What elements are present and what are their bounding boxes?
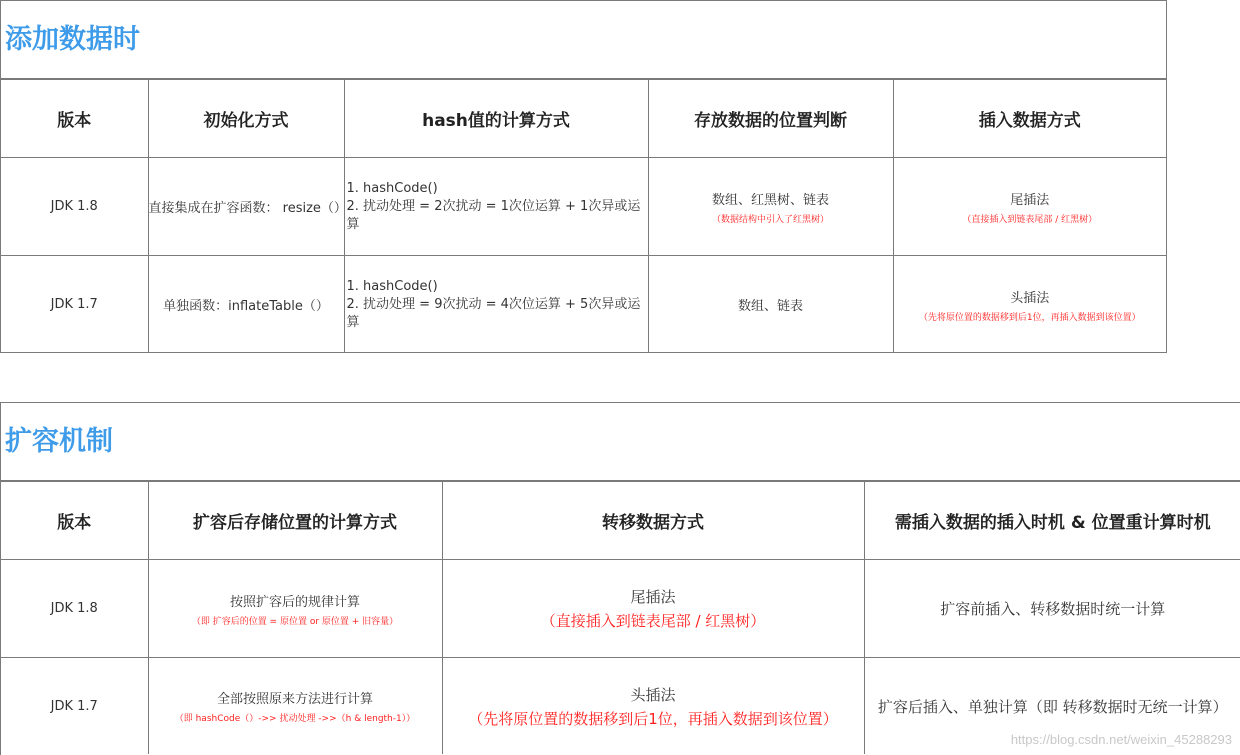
insert-text: 尾插法 xyxy=(1010,192,1050,208)
table-row xyxy=(1,560,1240,658)
hash-line-2: 2. 扰动处理 = 9次扰动 = 4次位运算 + 5次异或运算 xyxy=(346,296,641,330)
add-data-table xyxy=(1,79,1166,353)
insert-cell xyxy=(893,256,1166,354)
add-data-panel xyxy=(0,0,1167,353)
header-version: 版本 xyxy=(1,80,148,158)
transfer-cell xyxy=(442,658,864,755)
resize-table xyxy=(1,481,1240,754)
timing-cell: 扩容前插入、转移数据时统一计算 xyxy=(864,560,1240,658)
position-text: 数组、链表 xyxy=(737,299,803,314)
position-text: 数组、红黑树、链表 xyxy=(711,192,829,208)
version-cell: JDK 1.8 xyxy=(1,560,148,658)
transfer-note: （先将原位置的数据移到后1位，再插入数据到该位置） xyxy=(468,709,838,728)
watermark: https://blog.csdn.net/weixin_45288293 xyxy=(1010,732,1232,747)
transfer-cell xyxy=(442,560,864,658)
insert-note: （先将原位置的数据移到后1位，再插入数据到该位置） xyxy=(918,312,1141,323)
transfer-text: 头插法 xyxy=(630,685,676,704)
header-calc: 扩容后存储位置的计算方式 xyxy=(148,482,442,560)
version-cell: JDK 1.7 xyxy=(1,658,148,755)
calc-note: （即 hashCode（）->> 扰动处理 ->>（h & length-1）） xyxy=(174,714,416,724)
table-row xyxy=(1,158,1166,256)
insert-text: 头插法 xyxy=(1010,290,1050,306)
table-header-row xyxy=(1,482,1240,560)
insert-cell xyxy=(893,158,1166,256)
calc-note: （即 扩容后的位置 = 原位置 or 原位置 + 旧容量） xyxy=(191,616,399,627)
hash-cell xyxy=(344,256,648,354)
table-row xyxy=(1,256,1166,354)
init-cell: 单独函数：inflateTable（） xyxy=(148,256,344,354)
position-cell xyxy=(648,256,893,354)
table-header-row xyxy=(1,80,1166,158)
version-cell: JDK 1.8 xyxy=(1,158,148,256)
calc-text: 全部按照原来方法进行计算 xyxy=(216,692,373,707)
init-cell: 直接集成在扩容函数： resize（） xyxy=(148,158,344,256)
resize-panel xyxy=(0,402,1240,755)
hash-line-2: 2. 扰动处理 = 2次扰动 = 1次位运算 + 1次异或运算 xyxy=(346,198,641,232)
hash-line-1: 1. hashCode() xyxy=(346,180,438,196)
transfer-text: 尾插法 xyxy=(630,588,676,606)
hash-cell xyxy=(344,158,648,256)
add-data-title: 添加数据时 xyxy=(1,1,1166,79)
hash-line-1: 1. hashCode() xyxy=(346,278,438,294)
resize-title: 扩容机制 xyxy=(1,403,1240,481)
timing-cell: 扩容后插入、单独计算（即 转移数据时无统一计算） xyxy=(864,658,1240,755)
header-hash: hash值的计算方式 xyxy=(344,80,648,158)
header-version: 版本 xyxy=(1,482,148,560)
header-insert: 插入数据方式 xyxy=(893,80,1166,158)
header-init: 初始化方式 xyxy=(148,80,344,158)
header-transfer: 转移数据方式 xyxy=(442,482,864,560)
calc-cell xyxy=(148,658,442,755)
position-cell xyxy=(648,158,893,256)
transfer-note: （直接插入到链表尾部 / 红黑树） xyxy=(540,612,766,630)
calc-cell xyxy=(148,560,442,658)
header-position: 存放数据的位置判断 xyxy=(648,80,893,158)
version-cell: JDK 1.7 xyxy=(1,256,148,354)
calc-text: 按照扩容后的规律计算 xyxy=(229,594,360,610)
header-timing: 需插入数据的插入时机 & 位置重计算时机 xyxy=(864,482,1240,560)
insert-note: （直接插入到链表尾部 / 红黑树） xyxy=(962,214,1098,225)
position-note: （数据结构中引入了红黑树） xyxy=(711,214,829,225)
